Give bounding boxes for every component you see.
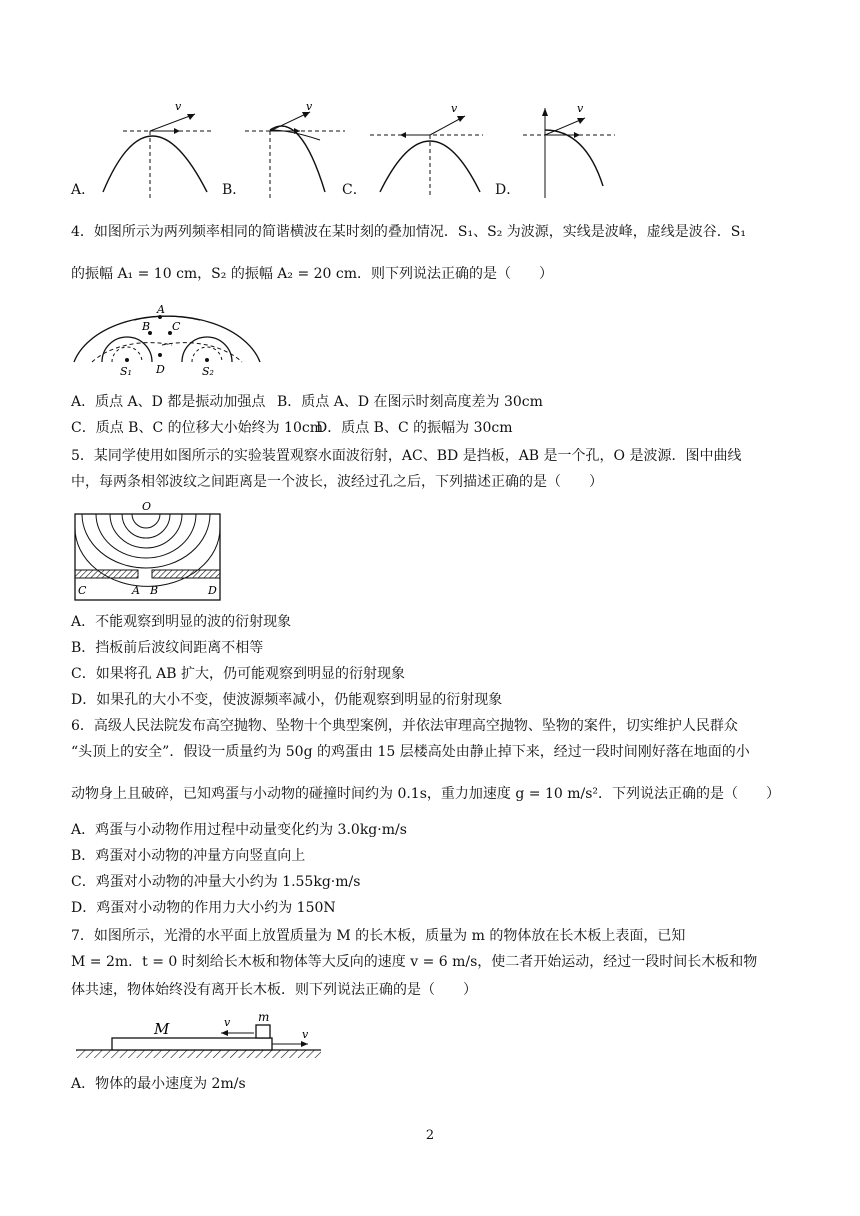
source-s1-label: S₁	[120, 365, 132, 378]
point-b-label: B	[142, 320, 151, 333]
q5-stem-line1: 5．某同学使用如图所示的实验装置观察水面波衍射，AC、BD 是挡板，AB 是一个孔，O 是波源．图中曲线	[71, 448, 742, 464]
q7-stem-line3: 体共速，物体始终没有离开长木板．则下列说法正确的是（ ）	[71, 982, 477, 998]
q5-option-a[interactable]: A．不能观察到明显的波的衍射现象	[71, 614, 292, 630]
q4-option-c[interactable]: C．质点 B、C 的位移大小始终为 10cm	[71, 420, 323, 436]
source-s2-label: S₂	[202, 365, 214, 378]
block-velocity-label: v	[224, 1016, 231, 1029]
q4-figure-interference	[72, 300, 262, 380]
q6-option-c[interactable]: C．鸡蛋对小动物的冲量大小约为 1.55kg·m/s	[71, 874, 361, 890]
q6-option-d[interactable]: D．鸡蛋对小动物的作用力大小约为 150N	[71, 900, 336, 916]
q3-figure-a	[95, 100, 215, 200]
point-d-label: D	[156, 363, 165, 376]
velocity-label: v	[306, 100, 313, 113]
q3-option-d-label[interactable]: D．	[495, 182, 521, 198]
q3-option-c-label[interactable]: C．	[342, 182, 367, 198]
q7-figure-board-block	[76, 1008, 326, 1064]
q3-figure-d	[515, 100, 625, 200]
q5-option-b[interactable]: B．挡板前后波纹间距离不相等	[71, 640, 264, 656]
q5-stem-line2: 中，每两条相邻波纹之间距离是一个波长，波经过孔之后，下列描述正确的是（ ）	[71, 474, 603, 490]
q4-option-d[interactable]: D．质点 B、C 的振幅为 30cm	[316, 420, 513, 436]
q4-option-b[interactable]: B．质点 A、D 在图示时刻高度差为 30cm	[277, 394, 543, 410]
point-a-label: A	[132, 584, 140, 597]
page-number: 2	[425, 1128, 435, 1143]
board-mass-label: M	[154, 1020, 170, 1038]
q5-option-d[interactable]: D．如果孔的大小不变，使波源频率减小，仍能观察到明显的衍射现象	[71, 692, 503, 708]
q3-figure-b	[240, 100, 350, 200]
q6-stem-line3: 动物身上且破碎，已知鸡蛋与小动物的碰撞时间约为 0.1s，重力加速度 g = 10 m/s²．下列说法正确的是（ ）	[71, 786, 780, 802]
velocity-label: v	[175, 100, 182, 113]
q6-stem-line1: 6．高级人民法院发布高空抛物、坠物十个典型案例，并依法审理高空抛物、坠物的案件，切实维护人民群众	[71, 718, 738, 734]
point-b-label: B	[150, 584, 159, 597]
point-d-label: D	[208, 584, 217, 597]
point-c-label: C	[172, 320, 181, 333]
q6-stem-line2: “头顶上的安全”．假设一质量约为 50g 的鸡蛋由 15 层楼高处由静止掉下来，经过一段时间刚好落在地面的小	[71, 744, 750, 760]
q5-option-c[interactable]: C．如果将孔 AB 扩大，仍可能观察到明显的衍射现象	[71, 666, 406, 682]
point-c-label: C	[78, 584, 87, 597]
q3-option-b-label[interactable]: B．	[222, 182, 247, 198]
q7-stem-line1: 7．如图所示，光滑的水平面上放置质量为 M 的长木板，质量为 m 的物体放在长木板上表面，已知	[71, 928, 686, 944]
q6-option-a[interactable]: A．鸡蛋与小动物作用过程中动量变化约为 3.0kg·m/s	[71, 822, 407, 838]
q6-option-b[interactable]: B．鸡蛋对小动物的冲量方向竖直向上	[71, 848, 306, 864]
q5-figure-diffraction	[74, 498, 222, 602]
board-velocity-label: v	[302, 1028, 309, 1041]
q3-option-a-label[interactable]: A．	[71, 182, 96, 198]
q7-option-a[interactable]: A．物体的最小速度为 2m/s	[71, 1076, 246, 1092]
q4-stem-line1: 4．如图所示为两列频率相同的简谐横波在某时刻的叠加情况．S₁、S₂ 为波源，实线是波峰，虚线是波谷．S₁	[71, 224, 746, 240]
q4-option-a[interactable]: A．质点 A、D 都是振动加强点	[71, 394, 266, 410]
source-o-label: O	[142, 500, 152, 513]
velocity-label: v	[577, 102, 584, 115]
block-mass-label: m	[258, 1010, 270, 1024]
velocity-label: v	[451, 102, 458, 115]
q4-stem-line2: 的振幅 A₁ = 10 cm，S₂ 的振幅 A₂ = 20 cm．则下列说法正确的是（ ）	[71, 266, 554, 282]
q7-stem-line2: M = 2m．t = 0 时刻给长木板和物体等大反向的速度 v = 6 m/s，使二者开始运动，经过一段时间长木板和物	[71, 954, 758, 970]
q3-figure-c	[365, 100, 485, 200]
point-a-label: A	[157, 303, 165, 316]
